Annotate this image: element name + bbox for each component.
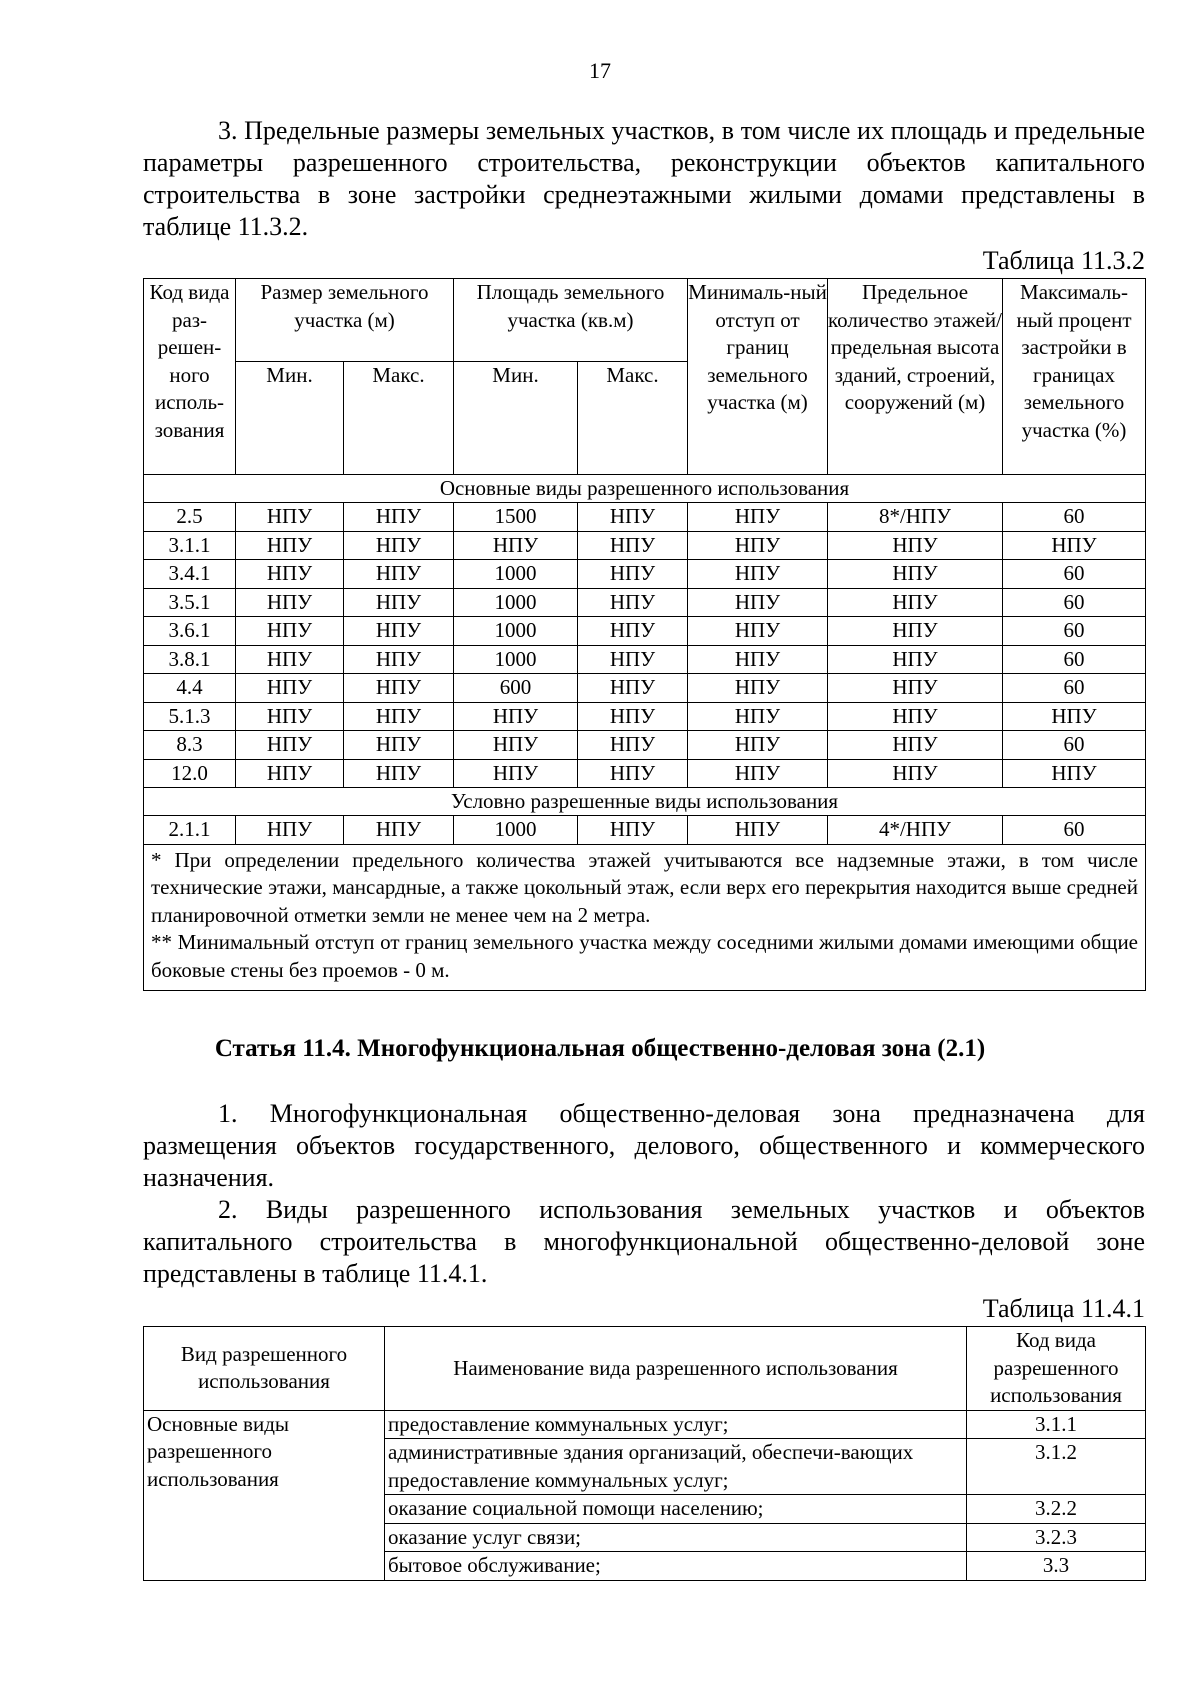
table-row bbox=[144, 731, 1146, 760]
use-code: 3.2.2 bbox=[967, 1495, 1146, 1524]
table-cell: НПУ bbox=[828, 617, 1003, 646]
table-cell: НПУ bbox=[344, 503, 454, 532]
table-cell: НПУ bbox=[578, 731, 688, 760]
table-cell: НПУ bbox=[578, 674, 688, 703]
table-cell: НПУ bbox=[688, 731, 828, 760]
table-row bbox=[144, 702, 1146, 731]
table-cell: 60 bbox=[1003, 731, 1146, 760]
use-name: оказание услуг связи; bbox=[385, 1523, 967, 1552]
table-cell: НПУ bbox=[236, 531, 344, 560]
table-cell: 4.4 bbox=[144, 674, 236, 703]
table-cell: НПУ bbox=[236, 674, 344, 703]
table-cell: НПУ bbox=[1003, 759, 1146, 788]
group-label: Основные виды разрешенного использования bbox=[144, 1410, 385, 1580]
table1-caption: Таблица 11.3.2 bbox=[982, 246, 1145, 275]
table-cell: 8*/НПУ bbox=[828, 503, 1003, 532]
table-row bbox=[144, 645, 1146, 674]
table-cell: НПУ bbox=[578, 702, 688, 731]
table-cell: НПУ bbox=[828, 588, 1003, 617]
table-cell: НПУ bbox=[828, 674, 1003, 703]
table-cell: 1000 bbox=[454, 645, 578, 674]
table-cell: НПУ bbox=[828, 702, 1003, 731]
table-cell: 60 bbox=[1003, 617, 1146, 646]
note-setback: ** Минимальный отступ от границ земельного участка между соседними жилыми домами имеющими общие боковые стены без проемов - 0 м. bbox=[151, 930, 1138, 982]
use-name: административные здания организаций, обеспечи-вающих предоставление коммунальных услуг; bbox=[385, 1439, 967, 1495]
table-cell: НПУ bbox=[828, 560, 1003, 589]
table-cell: НПУ bbox=[454, 731, 578, 760]
table-cell: НПУ bbox=[236, 702, 344, 731]
table-cell: НПУ bbox=[344, 531, 454, 560]
table-cell: НПУ bbox=[344, 816, 454, 845]
table-cell: 3.5.1 bbox=[144, 588, 236, 617]
table-cell: НПУ bbox=[688, 617, 828, 646]
table-cell: НПУ bbox=[828, 531, 1003, 560]
table-cell: 60 bbox=[1003, 674, 1146, 703]
use-code: 3.1.1 bbox=[967, 1410, 1146, 1439]
table-cell: НПУ bbox=[578, 588, 688, 617]
table-cell: НПУ bbox=[828, 731, 1003, 760]
table-cell: 1000 bbox=[454, 816, 578, 845]
table-cell: 1500 bbox=[454, 503, 578, 532]
table-cell: НПУ bbox=[236, 645, 344, 674]
note-floors: * При определении предельного количества этажей учитываются все надземные этажи, в том числе технические этажи, мансардные, а также цокольный этаж, если верх его перекрытия находится выше средней планировочной отметки земли не менее чем на 2 метра. bbox=[151, 847, 1138, 927]
table-row bbox=[144, 588, 1146, 617]
table-cell: НПУ bbox=[688, 645, 828, 674]
table-cell: НПУ bbox=[578, 560, 688, 589]
table-cell: НПУ bbox=[236, 560, 344, 589]
table-11-4-1 bbox=[143, 1326, 1146, 1581]
table-row bbox=[144, 503, 1146, 532]
table-cell: НПУ bbox=[688, 702, 828, 731]
table-cell: 60 bbox=[1003, 560, 1146, 589]
header-coverage: Максималь-ный процент застройки в границах земельного участка (%) bbox=[1003, 279, 1146, 475]
table-cell: 1000 bbox=[454, 617, 578, 646]
table-cell: НПУ bbox=[578, 759, 688, 788]
table-cell: 600 bbox=[454, 674, 578, 703]
table-cell: НПУ bbox=[578, 531, 688, 560]
header-area-min: Мин. bbox=[454, 362, 578, 475]
header-plot-size: Размер земельного участка (м) bbox=[236, 279, 454, 362]
table-cell: НПУ bbox=[688, 531, 828, 560]
table-cell: НПУ bbox=[236, 731, 344, 760]
table-cell: НПУ bbox=[236, 588, 344, 617]
table-cell: НПУ bbox=[828, 645, 1003, 674]
table-cell: 3.8.1 bbox=[144, 645, 236, 674]
table-cell: 4*/НПУ bbox=[828, 816, 1003, 845]
header-kind: Вид разрешенного использования bbox=[144, 1327, 385, 1411]
header-size-max: Макс. bbox=[344, 362, 454, 475]
table-cell: 3.1.1 bbox=[144, 531, 236, 560]
table-cell: НПУ bbox=[578, 503, 688, 532]
table-cell: НПУ bbox=[688, 759, 828, 788]
use-name: бытовое обслуживание; bbox=[385, 1552, 967, 1581]
table-row bbox=[144, 617, 1146, 646]
header-size-min: Мин. bbox=[236, 362, 344, 475]
table-row bbox=[144, 674, 1146, 703]
table-row bbox=[144, 560, 1146, 589]
table-cell: НПУ bbox=[344, 759, 454, 788]
article-heading: Статья 11.4. Многофункциональная общественно-деловая зона (2.1) bbox=[214, 1035, 986, 1062]
header-setback: Минималь-ный отступ от границ земельного участка (м) bbox=[688, 279, 828, 475]
table-cell: НПУ bbox=[344, 702, 454, 731]
use-code: 3.2.3 bbox=[967, 1523, 1146, 1552]
table-notes bbox=[144, 844, 1146, 991]
table-cell: НПУ bbox=[578, 617, 688, 646]
table-11-3-2 bbox=[143, 278, 1146, 991]
table-cell: НПУ bbox=[344, 617, 454, 646]
table-cell: НПУ bbox=[688, 816, 828, 845]
table-cell: НПУ bbox=[236, 503, 344, 532]
table-cell: 1000 bbox=[454, 588, 578, 617]
header-area-max: Макс. bbox=[578, 362, 688, 475]
table-cell: НПУ bbox=[236, 816, 344, 845]
table-cell: 60 bbox=[1003, 588, 1146, 617]
table-cell: 60 bbox=[1003, 816, 1146, 845]
table-cell: 2.1.1 bbox=[144, 816, 236, 845]
table-cell: НПУ bbox=[688, 588, 828, 617]
use-name: предоставление коммунальных услуг; bbox=[385, 1410, 967, 1439]
header-kind-code: Код вида разрешенного использования bbox=[967, 1327, 1146, 1411]
header-floors: Предельное количество этажей/ предельная высота зданий, строений, сооружений (м) bbox=[828, 279, 1003, 475]
table-cell: 1000 bbox=[454, 560, 578, 589]
use-name: оказание социальной помощи населению; bbox=[385, 1495, 967, 1524]
table-cell: НПУ bbox=[1003, 531, 1146, 560]
table-cell: НПУ bbox=[344, 674, 454, 703]
use-code: 3.3 bbox=[967, 1552, 1146, 1581]
table2-caption: Таблица 11.4.1 bbox=[982, 1294, 1145, 1323]
table-cell: НПУ bbox=[454, 702, 578, 731]
table-cell: НПУ bbox=[454, 531, 578, 560]
table-row bbox=[144, 816, 1146, 845]
header-name: Наименование вида разрешенного использования bbox=[385, 1327, 967, 1411]
table-cell: 5.1.3 bbox=[144, 702, 236, 731]
section-conditional: Условно разрешенные виды использования bbox=[144, 788, 1146, 816]
table-cell: НПУ bbox=[1003, 702, 1146, 731]
header-code: Код вида раз-решен-ного исполь-зования bbox=[144, 279, 236, 475]
table-cell: 8.3 bbox=[144, 731, 236, 760]
intro-paragraph: 3. Предельные размеры земельных участков, в том числе их площадь и предельные параметры разрешенного строительства, реконструкции объектов капитального строительства в зоне застройки среднеэтажными жилыми домами представлены в таблице 11.3.2. bbox=[143, 116, 1145, 241]
table-row bbox=[144, 1410, 1146, 1439]
page-number: 17 bbox=[589, 58, 611, 83]
table-cell: 12.0 bbox=[144, 759, 236, 788]
table-cell: НПУ bbox=[828, 759, 1003, 788]
header-plot-area: Площадь земельного участка (кв.м) bbox=[454, 279, 688, 362]
table-cell: НПУ bbox=[454, 759, 578, 788]
table-cell: НПУ bbox=[688, 674, 828, 703]
table-cell: НПУ bbox=[236, 617, 344, 646]
table-cell: НПУ bbox=[688, 560, 828, 589]
paragraph-2: 2. Виды разрешенного использования земельных участков и объектов капитального строительства в многофункциональной общественно-деловой зоне представлены в таблице 11.4.1. bbox=[143, 1195, 1145, 1288]
table-cell: 3.6.1 bbox=[144, 617, 236, 646]
table-cell: НПУ bbox=[344, 731, 454, 760]
table-cell: 60 bbox=[1003, 645, 1146, 674]
section-main: Основные виды разрешенного использования bbox=[144, 475, 1146, 503]
table-cell: НПУ bbox=[344, 645, 454, 674]
table-cell: НПУ bbox=[236, 759, 344, 788]
table-cell: НПУ bbox=[344, 560, 454, 589]
table-row bbox=[144, 759, 1146, 788]
paragraph-1: 1. Многофункциональная общественно-деловая зона предназначена для размещения объектов государственного, делового, общественного и коммерческого назначения. bbox=[143, 1099, 1145, 1192]
table-cell: НПУ bbox=[578, 645, 688, 674]
table-cell: 2.5 bbox=[144, 503, 236, 532]
table-cell: 60 bbox=[1003, 503, 1146, 532]
table-row bbox=[144, 531, 1146, 560]
use-code: 3.1.2 bbox=[967, 1439, 1146, 1495]
table-cell: НПУ bbox=[344, 588, 454, 617]
table-cell: 3.4.1 bbox=[144, 560, 236, 589]
table-cell: НПУ bbox=[688, 503, 828, 532]
table-cell: НПУ bbox=[578, 816, 688, 845]
